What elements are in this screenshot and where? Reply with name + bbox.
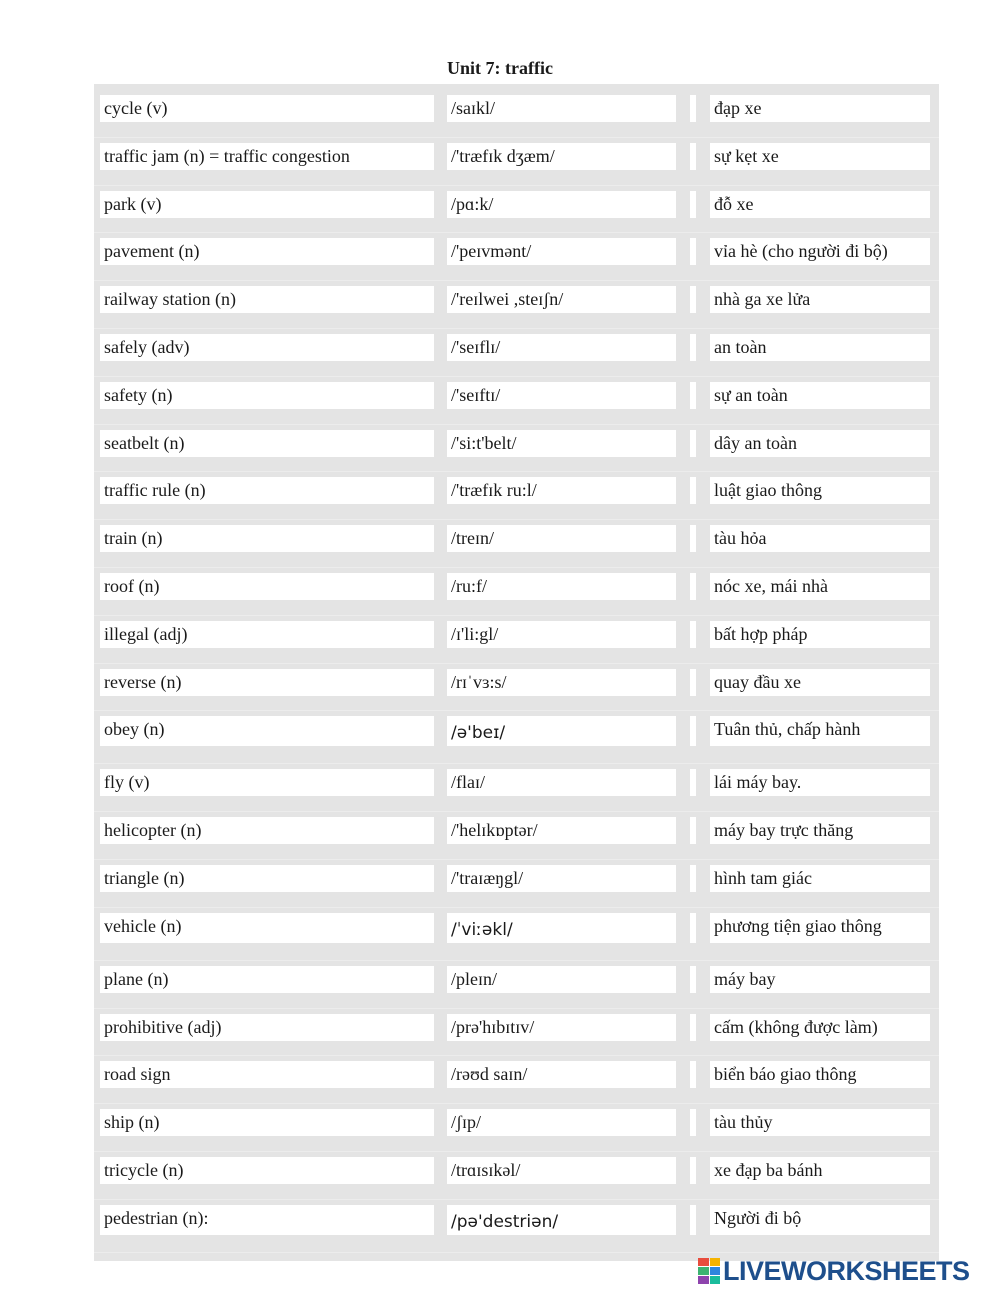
ipa-cell: /saɪkl/ bbox=[447, 95, 676, 122]
word-cell: roof (n) bbox=[100, 573, 434, 600]
table-row bbox=[94, 138, 939, 186]
column-separator bbox=[690, 716, 696, 746]
meaning-cell: biển báo giao thông bbox=[710, 1061, 930, 1088]
table-row bbox=[94, 281, 939, 329]
table-row bbox=[94, 425, 939, 473]
column-separator bbox=[690, 143, 696, 170]
ipa-cell: /ɪ'li:gl/ bbox=[447, 621, 676, 648]
word-cell: safety (n) bbox=[100, 382, 434, 409]
table-row bbox=[94, 186, 939, 234]
logo-square bbox=[710, 1276, 721, 1284]
meaning-cell: máy bay bbox=[710, 966, 930, 993]
page-title: Unit 7: traffic bbox=[447, 58, 553, 78]
ipa-cell: /rəʊd saɪn/ bbox=[447, 1061, 676, 1088]
meaning-cell: tàu hỏa bbox=[710, 525, 930, 552]
column-separator bbox=[690, 191, 696, 218]
table-row bbox=[94, 812, 939, 860]
meaning-cell: nóc xe, mái nhà bbox=[710, 573, 930, 600]
ipa-cell: /prə'hɪbɪtɪv/ bbox=[447, 1014, 676, 1041]
column-separator bbox=[690, 238, 696, 265]
table-row bbox=[94, 90, 939, 138]
column-separator bbox=[690, 817, 696, 844]
word-cell: reverse (n) bbox=[100, 669, 434, 696]
logo-square bbox=[710, 1258, 721, 1266]
logo-square bbox=[698, 1258, 709, 1266]
meaning-cell: lái máy bay. bbox=[710, 769, 930, 796]
ipa-cell: /treɪn/ bbox=[447, 525, 676, 552]
ipa-cell: /'peɪvmənt/ bbox=[447, 238, 676, 265]
meaning-cell: hình tam giác bbox=[710, 865, 930, 892]
column-separator bbox=[690, 477, 696, 504]
word-cell: obey (n) bbox=[100, 716, 434, 746]
column-separator bbox=[690, 865, 696, 892]
ipa-cell: /pleɪn/ bbox=[447, 966, 676, 993]
word-cell: plane (n) bbox=[100, 966, 434, 993]
column-separator bbox=[690, 334, 696, 361]
meaning-cell: dây an toàn bbox=[710, 430, 930, 457]
ipa-cell: /trɑɪsɪkəl/ bbox=[447, 1157, 676, 1184]
ipa-cell: /pə'destriən/ bbox=[447, 1205, 676, 1235]
table-row bbox=[94, 1104, 939, 1152]
logo-square bbox=[698, 1276, 709, 1284]
table-row bbox=[94, 329, 939, 377]
table-row bbox=[94, 472, 939, 520]
word-cell: ship (n) bbox=[100, 1109, 434, 1136]
meaning-cell: vỉa hè (cho người đi bộ) bbox=[710, 238, 930, 265]
table-row bbox=[94, 664, 939, 712]
meaning-cell: luật giao thông bbox=[710, 477, 930, 504]
column-separator bbox=[690, 430, 696, 457]
word-cell: park (v) bbox=[100, 191, 434, 218]
ipa-cell: /'træfɪk dʒæm/ bbox=[447, 143, 676, 170]
word-cell: road sign bbox=[100, 1061, 434, 1088]
column-separator bbox=[690, 1014, 696, 1041]
meaning-cell: đạp xe bbox=[710, 95, 930, 122]
word-cell: traffic rule (n) bbox=[100, 477, 434, 504]
column-separator bbox=[690, 669, 696, 696]
ipa-cell: /ə'beɪ/ bbox=[447, 716, 676, 746]
column-separator bbox=[690, 769, 696, 796]
meaning-cell: xe đạp ba bánh bbox=[710, 1157, 930, 1184]
table-row bbox=[94, 860, 939, 908]
column-separator bbox=[690, 95, 696, 122]
ipa-cell: /rɪˈvɜ:s/ bbox=[447, 669, 676, 696]
vocabulary-table bbox=[94, 84, 939, 1261]
meaning-cell: bất hợp pháp bbox=[710, 621, 930, 648]
table-row bbox=[94, 764, 939, 812]
meaning-cell: Tuân thủ, chấp hành bbox=[710, 716, 930, 746]
column-separator bbox=[690, 525, 696, 552]
column-separator bbox=[690, 1109, 696, 1136]
logo-mark-icon bbox=[698, 1258, 720, 1284]
meaning-cell: máy bay trực thăng bbox=[710, 817, 930, 844]
word-cell: seatbelt (n) bbox=[100, 430, 434, 457]
meaning-cell: cấm (không được làm) bbox=[710, 1014, 930, 1041]
table-row bbox=[94, 1056, 939, 1104]
word-cell: vehicle (n) bbox=[100, 913, 434, 943]
column-separator bbox=[690, 1061, 696, 1088]
word-cell: triangle (n) bbox=[100, 865, 434, 892]
ipa-cell: /ru:f/ bbox=[447, 573, 676, 600]
word-cell: traffic jam (n) = traffic congestion bbox=[100, 143, 434, 170]
column-separator bbox=[690, 382, 696, 409]
table-row bbox=[94, 1200, 939, 1253]
ipa-cell: /'seɪftɪ/ bbox=[447, 382, 676, 409]
liveworksheets-logo bbox=[698, 1256, 970, 1286]
table-row bbox=[94, 520, 939, 568]
meaning-cell: nhà ga xe lửa bbox=[710, 286, 930, 313]
table-row bbox=[94, 568, 939, 616]
meaning-cell: quay đầu xe bbox=[710, 669, 930, 696]
meaning-cell: Người đi bộ bbox=[710, 1205, 930, 1235]
word-cell: illegal (adj) bbox=[100, 621, 434, 648]
word-cell: prohibitive (adj) bbox=[100, 1014, 434, 1041]
meaning-cell: sự an toàn bbox=[710, 382, 930, 409]
ipa-cell: /ʃɪp/ bbox=[447, 1109, 676, 1136]
table-row bbox=[94, 908, 939, 961]
column-separator bbox=[690, 1205, 696, 1235]
word-cell: fly (v) bbox=[100, 769, 434, 796]
word-cell: helicopter (n) bbox=[100, 817, 434, 844]
ipa-cell: /'reɪlwei ,steɪʃn/ bbox=[447, 286, 676, 313]
ipa-cell: /'traɪæŋgl/ bbox=[447, 865, 676, 892]
meaning-cell: an toàn bbox=[710, 334, 930, 361]
meaning-cell: tàu thủy bbox=[710, 1109, 930, 1136]
column-separator bbox=[690, 621, 696, 648]
word-cell: safely (adv) bbox=[100, 334, 434, 361]
word-cell: cycle (v) bbox=[100, 95, 434, 122]
logo-text: LIVEWORKSHEETS bbox=[723, 1255, 970, 1286]
column-separator bbox=[690, 913, 696, 943]
table-row bbox=[94, 711, 939, 764]
meaning-cell: phương tiện giao thông bbox=[710, 913, 930, 943]
word-cell: pavement (n) bbox=[100, 238, 434, 265]
word-cell: train (n) bbox=[100, 525, 434, 552]
logo-square bbox=[710, 1267, 721, 1275]
column-separator bbox=[690, 573, 696, 600]
meaning-cell: đỗ xe bbox=[710, 191, 930, 218]
table-row bbox=[94, 1009, 939, 1057]
ipa-cell: /pɑ:k/ bbox=[447, 191, 676, 218]
table-row bbox=[94, 1152, 939, 1200]
table-row bbox=[94, 233, 939, 281]
ipa-cell: /'si:t'belt/ bbox=[447, 430, 676, 457]
ipa-cell: /'træfɪk ru:l/ bbox=[447, 477, 676, 504]
table-row bbox=[94, 961, 939, 1009]
meaning-cell: sự kẹt xe bbox=[710, 143, 930, 170]
table-row bbox=[94, 616, 939, 664]
table-row bbox=[94, 377, 939, 425]
ipa-cell: /ˈviːəkl/ bbox=[447, 913, 676, 943]
word-cell: pedestrian (n): bbox=[100, 1205, 434, 1235]
logo-square bbox=[698, 1267, 709, 1275]
column-separator bbox=[690, 966, 696, 993]
ipa-cell: /'helɪkɒptər/ bbox=[447, 817, 676, 844]
word-cell: tricycle (n) bbox=[100, 1157, 434, 1184]
column-separator bbox=[690, 1157, 696, 1184]
column-separator bbox=[690, 286, 696, 313]
ipa-cell: /flaɪ/ bbox=[447, 769, 676, 796]
word-cell: railway station (n) bbox=[100, 286, 434, 313]
ipa-cell: /'seɪflɪ/ bbox=[447, 334, 676, 361]
